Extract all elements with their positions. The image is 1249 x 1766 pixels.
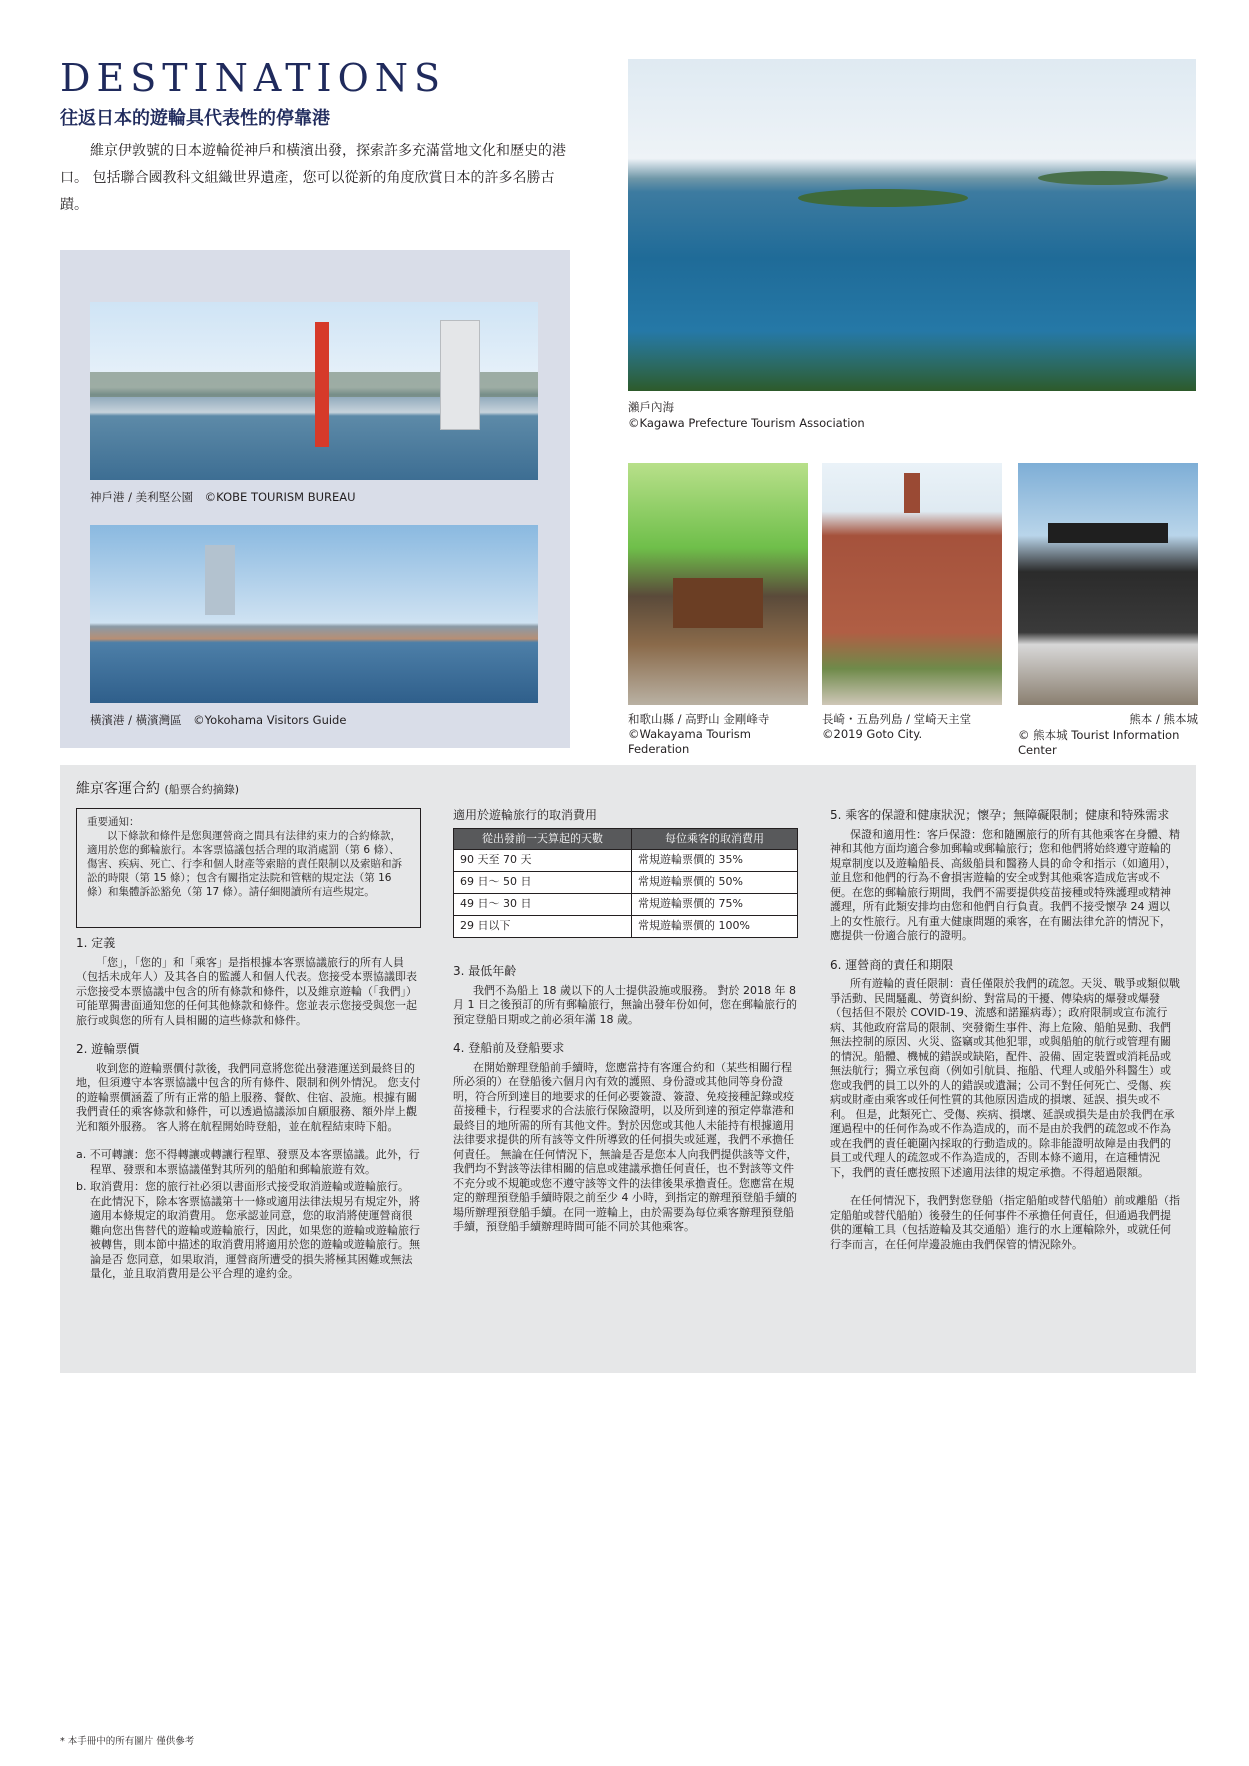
church-spire-shape [904,473,920,513]
section-2-body: 收到您的遊輪票價付款後，我們同意將您從出發港運送到最終目的地，但須遵守本客票協議中包含的所有條件、限制和例外情況。 您支付的遊輪票價涵蓋了所有正常的船上服務、餐飲、住宿、設施。根據有關我們責任的乘客條款和條件，可以透過協議添加自願服務、額外岸上觀光和額外服務。 客人將在航程開始時登船，並在航程結束時下船。 [76,1061,421,1133]
terms-column-3 [830,808,1180,1266]
section-3-body: 我們不為船上 18 歲以下的人士提供設施或服務。 對於 2018 年 8 月 1 日之後預訂的所有郵輪旅行，無論出發年份如何，您在郵輪旅行的預定登船日期或之前必須年滿 18 歲。 [453,983,797,1026]
fees-days-cell: 49 日～ 30 日 [454,894,632,916]
port-tower-shape [315,322,329,447]
terms-column-2 [453,808,798,1249]
island-shape [798,189,968,207]
yokohama-photo-caption: 橫濱港 / 橫濱灣區 ©Yokohama Visitors Guide [90,713,347,727]
table-row [454,850,798,872]
section-6-body: 所有遊輪的責任限制：責任僅限於我們的疏忽。天災、戰爭或類似戰爭活動、民間騷亂、勞資糾紛、對當局的干擾、傳染病的爆發或爆發（包括但不限於 COVID-19、流感和諾羅病毒）；政府限制或宣布流行病、其他政府當局的限制、突發衛生事件、海上危險、船舶晃動、我們無法控制的原因、火災、盜竊或其他犯罪，或與船舶的航行或管理有關的情況。船體、機械的錯誤或缺陷，配件、設備、固定裝置或消耗品或無法航行；獨立承包商（例如引航員、拖船、代理人或船外科醫生）或您或我們的員工以外的人的錯誤或遺漏；公司不對任何死亡、受傷、疾病或財產由乘客或任何性質的其他原因造成的損壞、延誤、損失或不利。 但是，此類死亡、受傷、疾病、損壞、延誤或損失是由於我們在承運過程中的任何作為或不作為造成的，而不是由於我們的疏忽或不作為或在我們的責任範圍內採取的行動造成的。除非能證明故障是由我們的員工或代理人的疏忽或不作為造成的，否則本條不適用，在這種情況下，我們的責任應按照下述適用法律的規定承擔。不得超過限額。 [830,977,1180,1179]
fees-days-cell: 90 天至 70 天 [454,850,632,872]
table-row [454,872,798,894]
section-5-body: 保證和適用性：客戶保證：您和隨團旅行的所有其他乘客在身體、精神和其他方面均適合參加郵輪或郵輪旅行；您和他們將始終遵守遊輪的規章制度以及遊輪船長、高級船員和醫務人員的命令和指示（如適用），並且您和他們的行為不會損害遊輪的安全或對其他乘客造成危害或不便。在您的郵輪旅行期間，我們不需要提供疫苗接種或特殊護理或精神護理，所有此類安排均由您和他們自行負責。我們不接受懷孕 24 週以上的女性旅行。凡有重大健康問題的乘客，在有關法律允許的情況下，應提供一份適合旅行的證明。 [830,827,1180,942]
section-2-item-a: a. 不可轉讓：您不得轉讓或轉讓行程單、發票及本客票協議。此外，行程單、發票和本票協議僅對其所列的船舶和郵輪旅遊有效。 [76,1148,420,1176]
fees-fee-cell: 常規遊輪票價的 35% [632,850,798,872]
terms-column-1 [76,936,421,1285]
table-row [454,916,798,938]
important-notice-box [76,808,421,928]
terms-title-text: 維京客運合約 [76,781,160,797]
fees-fee-cell: 常規遊輪票價的 100% [632,916,798,938]
footnote: * 本手冊中的所有圖片 僅供參考 [60,1736,195,1747]
yokohama-port-photo [90,525,538,703]
koyasan-temple-photo [628,463,808,705]
fees-fee-cell: 常規遊輪票價的 75% [632,894,798,916]
intro-paragraph: 維京伊敦號的日本遊輪從神戶和橫濱出發，探索許多充滿當地文化和歷史的港口。 包括聯合國教科文組織世界遺產，您可以從新的角度欣賞日本的許多名勝古蹟。 [60,143,566,213]
landmark-tower-shape [205,545,235,615]
section-1-body: 「您」，「您的」和「乘客」是指根據本客票協議旅行的所有人員（包括未成年人）及其各自的監護人和個人代表。您接受本票協議即表示您接受本票協議中包含的所有條款和條件，以及維京遊輪（「我們」）可能單獨書面通知您的任何其他條款和條件。您並表示您接受與您一起旅行或與您的所有人員相關的這些條款和條件。 [76,955,417,1027]
hillside-shape [628,331,1196,391]
section-6-body-2: 在任何情況下，我們對您登船（指定船舶或替代船舶）前或離船（指定船舶或替代船舶）後發生的任何事件不承擔任何責任，但通過我們提供的運輸工具（包括遊輪及其交通船）進行的水上運輸除外，或就任何行李而言，在任何岸邊設施由我們保管的情況除外。 [830,1194,1180,1251]
section-3-heading: 3. 最低年齡 [453,964,517,978]
fees-heading: 適用於遊輪旅行的取消費用 [453,808,598,822]
goto-photo-caption: 長崎・五島列島 / 堂崎天主堂 ©2019 Goto City. [822,712,972,741]
castle-roof-shape [1048,523,1168,543]
fees-fee-cell: 常規遊輪票價的 50% [632,872,798,894]
page-title: DESTINATIONS [60,56,447,100]
seto-inland-sea-photo [628,59,1196,391]
terms-title [76,778,239,798]
page-subtitle: 往返日本的遊輪具代表性的停靠港 [60,108,330,129]
cancellation-fees-table [453,828,798,939]
section-1-heading: 1. 定義 [76,936,116,950]
hotel-tower-shape [440,320,480,430]
section-2-heading: 2. 遊輪票價 [76,1042,140,1056]
temple-gate-shape [673,578,763,628]
kumamoto-castle-photo [1018,463,1198,705]
terms-title-note: (船票合約摘錄) [164,783,240,796]
section-6-heading: 6. 運營商的責任和期限 [830,957,954,972]
kobe-port-photo [90,302,538,480]
island-shape [1038,171,1168,185]
notice-body: 以下條款和條件是您與運營商之間具有法律約束力的合約條款，適用於您的郵輪旅行。本客票協議包括合理的取消處罰（第 6 條）、傷害、疾病、死亡、行李和個人財產等索賠的責任限制以及索賠和訴訟的時限（第 15 條）；包含有關指定法院和管轄的規定法（第 16 條）和集體訴訟豁免（第 17 條）。請仔細閱讀所有這些規定。 [87,830,402,898]
seto-caption-credit: ©Kagawa Prefecture Tourism Association [628,416,865,430]
section-5-heading: 5. 乘客的保證和健康狀況；懷孕；無障礙限制；健康和特殊需求 [830,808,1170,822]
fees-header-fee: 每位乘客的取消費用 [632,828,798,850]
koya-photo-caption: 和歌山縣 / 高野山 金剛峰寺 ©Wakayama Tourism Federation [628,712,770,756]
section-4-heading: 4. 登船前及登船要求 [453,1041,565,1055]
seto-caption-title: 瀨戶內海 [628,400,674,414]
section-4-body: 在開始辦理登船前手續時，您應當持有客運合約和（某些相關行程所必須的）在登船後六個月內有效的護照、身份證或其他同等身份證明，符合所到達目的地要求的任何必要簽證、簽證、免疫接種記錄或疫苗接種卡，行程要求的合法旅行保險證明，以及所到達的預定停靠港和最終目的地所需的所有其他文件。對於因您或其他人未能持有根據適用法律要求提供的所有該等文件所導致的任何損失或延遲，我們不承擔任何責任。 無論在任何情況下，無論是否是您本人向我們提供該等文件，我們均不對該等法律相關的信息或建議承擔任何責任，也不對該等文件不充分或不規範或您不遵守該等文件的法律後果承擔責任。您應當在規定的辦理預登船手續時限之前至少 4 小時，到指定的辦理預登船手續的場所辦理預登船手續。在同一遊輪上，由於需要為每位乘客辦理預登船手續，預登船手續辦理時間可能不同於其他乘客。 [453,1060,798,1233]
fees-days-cell: 69 日～ 50 日 [454,872,632,894]
dozaki-church-photo [822,463,1002,705]
kumamoto-caption-credit: © 熊本城 Tourist Information Center [1018,728,1180,757]
section-2-item-b: b. 取消費用：您的旅行社必須以書面形式接受取消遊輪或遊輪旅行。 在此情況下，除本客票協議第十一條或適用法律法規另有規定外，將適用本條規定的取消費用。 您承認並同意，您的取消將使運營商很難向您出售替代的遊輪或遊輪旅行，因此，如果您的遊輪或遊輪旅行被轉售，則本節中描述的取消費用將適用於您的遊輪或遊輪旅行。無論是否 您同意，如果取消，運營商所遭受的損失將極其困難或無法量化，並且取消費用是公平合理的違約金。 [76,1180,420,1280]
kobe-photo-caption: 神戶港 / 美利堅公園 ©KOBE TOURISM BUREAU [90,490,356,504]
notice-heading: 重要通知： [87,816,140,828]
fees-header-days: 從出發前一天算起的天數 [454,828,632,850]
table-row [454,894,798,916]
kumamoto-caption-title: 熊本 / 熊本城 [1129,712,1198,726]
fees-days-cell: 29 日以下 [454,916,632,938]
